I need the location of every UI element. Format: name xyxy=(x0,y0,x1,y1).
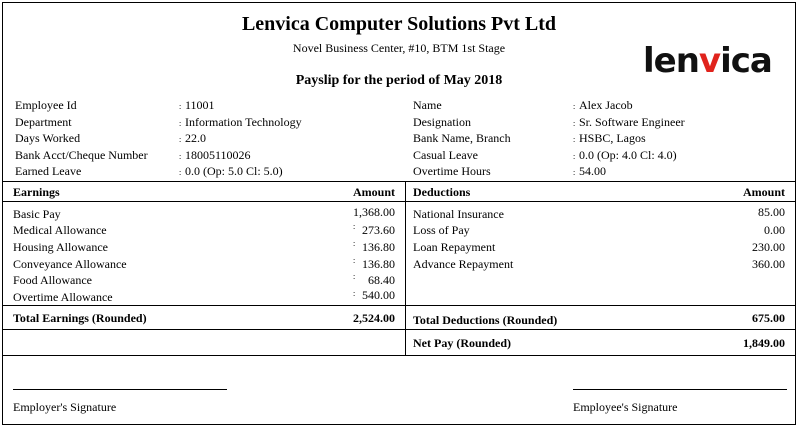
earnings-item-label: Housing Allowance xyxy=(13,240,108,254)
table-divider xyxy=(405,181,406,355)
info-row-designation xyxy=(413,114,793,131)
deductions-item-amount: 360.00 xyxy=(752,257,785,271)
info-row-casual-leave xyxy=(413,147,793,164)
info-row-bank-name xyxy=(413,130,793,147)
info-label: Overtime Hours xyxy=(413,164,491,178)
deductions-item-label: Loss of Pay xyxy=(413,223,470,237)
payslip-sheet xyxy=(2,2,796,425)
total-earnings-amount: 2,524.00 xyxy=(353,311,395,325)
colon-mark: : xyxy=(353,256,356,265)
deductions-item-label: National Insurance xyxy=(413,207,504,221)
earnings-item-amount: 68.40 xyxy=(368,273,395,287)
net-pay-label: Net Pay (Rounded) xyxy=(413,336,511,350)
info-value: Information Technology xyxy=(185,114,302,129)
colon-mark: : xyxy=(179,118,182,128)
employer-signature-label: Employer's Signature xyxy=(13,400,117,414)
info-row-overtime-hours xyxy=(413,163,793,180)
info-row-name xyxy=(413,97,793,114)
info-row-department xyxy=(15,114,395,131)
colon-mark: : xyxy=(573,151,576,161)
logo-v-mark: v xyxy=(698,41,721,81)
info-value: Alex Jacob xyxy=(579,98,633,112)
earnings-item-label: Food Allowance xyxy=(13,273,92,287)
colon-mark: : xyxy=(179,102,182,111)
info-value: 54.00 xyxy=(579,164,606,178)
employer-signature-line xyxy=(13,389,227,390)
info-value: 18005110026 xyxy=(185,147,251,162)
employee-info-left xyxy=(15,97,395,180)
table-top-rule xyxy=(3,181,795,182)
deductions-item-label: Advance Repayment xyxy=(413,257,514,271)
info-row-earned-leave xyxy=(15,163,395,180)
earnings-item-label: Basic Pay xyxy=(13,207,61,221)
colon-mark: : xyxy=(179,135,182,144)
earnings-heading: Earnings xyxy=(13,185,60,199)
total-deductions-amount: 675.00 xyxy=(752,311,785,325)
earnings-amount-heading: Amount xyxy=(352,185,395,199)
earnings-item-amount: 540.00 xyxy=(362,288,395,302)
colon-mark: : xyxy=(179,168,182,177)
earnings-item-amount: 136.80 xyxy=(362,240,395,254)
employee-signature-line xyxy=(573,389,787,390)
employee-info-right xyxy=(413,97,793,180)
company-address: Novel Business Center, #10, BTM 1st Stage xyxy=(292,41,506,55)
colon-mark: : xyxy=(573,118,576,128)
earnings-item-amount: 1,368.00 xyxy=(353,205,395,219)
net-pay-amount: 1,849.00 xyxy=(743,336,785,350)
deductions-amount-heading: Amount xyxy=(742,185,785,199)
payslip-title: Payslip for the period of May 2018 xyxy=(295,73,503,88)
colon-mark: : xyxy=(353,239,356,248)
earnings-item-label: Overtime Allowance xyxy=(13,290,113,304)
info-row-bank-account xyxy=(15,147,395,164)
totals-bottom-rule xyxy=(3,329,795,330)
info-label: Earned Leave xyxy=(15,164,82,178)
info-label: Name xyxy=(413,98,442,112)
earnings-item-label: Medical Allowance xyxy=(13,223,107,237)
info-row-employee-id xyxy=(15,97,395,114)
company-name: Lenvica Computer Solutions Pvt Ltd xyxy=(241,13,557,35)
colon-mark: : xyxy=(573,102,576,111)
netpay-bottom-rule xyxy=(3,355,795,356)
colon-mark: : xyxy=(353,289,356,298)
earnings-item-amount: 136.80 xyxy=(362,257,395,271)
deductions-item-amount: 0.00 xyxy=(764,223,785,237)
info-value: 22.0 xyxy=(185,131,206,145)
earnings-item-amount: 273.60 xyxy=(362,223,395,237)
logo-text-start: len xyxy=(643,41,699,81)
info-label: Days Worked xyxy=(15,131,81,145)
deductions-item-amount: 230.00 xyxy=(752,240,785,254)
total-deductions-label: Total Deductions (Rounded) xyxy=(413,313,558,327)
colon-mark: : xyxy=(353,272,356,281)
info-value: 0.0 (Op: 4.0 Cl: 4.0) xyxy=(579,147,677,162)
total-earnings-label: Total Earnings (Rounded) xyxy=(13,311,147,325)
logo-text-end: ica xyxy=(720,41,772,81)
info-label: Department xyxy=(15,114,72,129)
info-label: Designation xyxy=(413,114,471,129)
deductions-heading: Deductions xyxy=(413,185,471,199)
colon-mark: : xyxy=(179,151,182,161)
deductions-item-amount: 85.00 xyxy=(758,205,785,219)
table-header-rule xyxy=(3,201,795,202)
info-row-days-worked xyxy=(15,130,395,147)
employee-signature-label: Employee's Signature xyxy=(573,400,678,414)
info-label: Bank Acct/Cheque Number xyxy=(15,147,148,162)
colon-mark: : xyxy=(573,168,576,177)
earnings-item-label: Conveyance Allowance xyxy=(13,257,127,271)
totals-top-rule xyxy=(3,305,795,306)
info-value: 11001 xyxy=(185,98,215,112)
info-label: Bank Name, Branch xyxy=(413,131,511,145)
info-value: 0.0 (Op: 5.0 Cl: 5.0) xyxy=(185,164,283,178)
deductions-item-label: Loan Repayment xyxy=(413,240,496,254)
colon-mark: : xyxy=(353,222,356,231)
colon-mark: : xyxy=(573,135,576,144)
info-value: HSBC, Lagos xyxy=(579,131,646,145)
info-label: Employee Id xyxy=(15,98,77,112)
info-value: Sr. Software Engineer xyxy=(579,114,685,129)
info-label: Casual Leave xyxy=(413,147,478,162)
